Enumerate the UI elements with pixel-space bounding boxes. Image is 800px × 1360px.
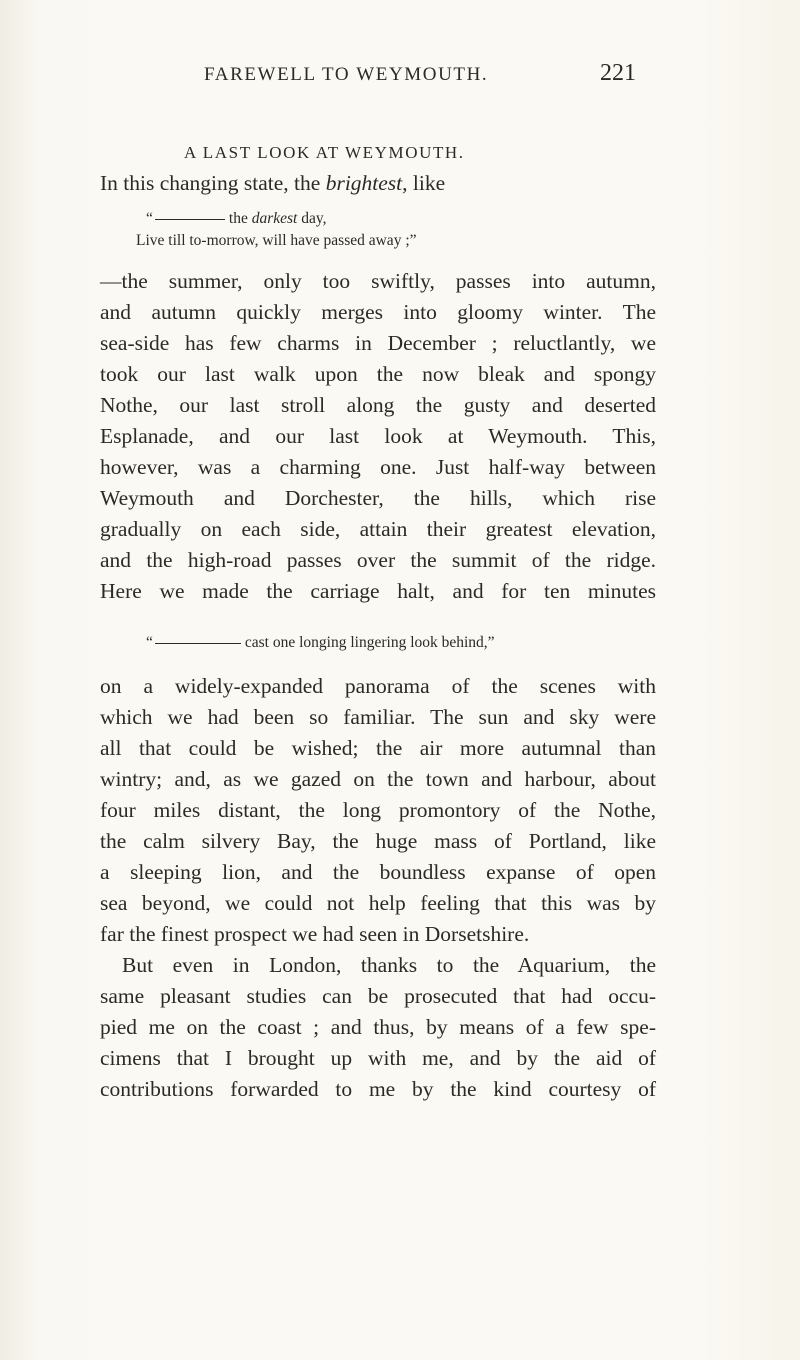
text-line: however, was a charming one. Just half-way between — [100, 455, 656, 479]
running-title: FAREWELL TO WEYMOUTH. — [204, 64, 489, 85]
text-line: Weymouth and Dorchester, the hills, which rise — [100, 486, 656, 510]
text-line: Nothe, our last stroll along the gusty and deserted — [100, 393, 656, 417]
em-rule — [155, 643, 241, 644]
text-line: the calm silvery Bay, the huge mass of Portland, like — [100, 829, 656, 853]
text-line: Here we made the carriage halt, and for ten minutes — [100, 579, 656, 603]
text-line: In this changing state, the brightest, like — [100, 171, 446, 195]
text-line: —the summer, only too swiftly, passes into autumn, — [100, 269, 656, 293]
opening-line — [100, 168, 656, 199]
section-heading: A LAST LOOK AT WEYMOUTH. — [184, 143, 465, 162]
quote-line: “ the darkest day, — [146, 210, 327, 227]
text-line: and the high-road passes over the summit of the ridge. — [100, 548, 656, 572]
text-line: all that could be wished; the air more autumnal than — [100, 736, 656, 760]
quote-line: Live till to-morrow, will have passed away ;” — [136, 232, 417, 249]
text-line: wintry; and, as we gazed on the town and harbour, about — [100, 767, 656, 791]
text-line: contributions forwarded to me by the kind courtesy of — [100, 1077, 656, 1101]
text-line: cimens that I brought up with me, and by the aid of — [100, 1046, 656, 1070]
running-head — [0, 60, 800, 100]
quote-line: “ cast one longing lingering look behind,” — [146, 634, 495, 651]
em-rule — [155, 219, 225, 220]
text-line: four miles distant, the long promontory of the Nothe, — [100, 798, 656, 822]
paragraph-2 — [100, 671, 656, 1105]
text-line: and autumn quickly merges into gloomy winter. The — [100, 300, 656, 324]
paragraph-1 — [100, 266, 656, 607]
verse-quotation-1 — [136, 208, 417, 252]
text-line: sea-side has few charms in December ; reluctlantly, we — [100, 331, 656, 355]
text-line: But even in London, thanks to the Aquarium, the — [122, 953, 656, 977]
text-line: pied me on the coast ; and thus, by means of a few spe- — [100, 1015, 656, 1039]
text-line: on a widely-expanded panorama of the scenes with — [100, 674, 656, 698]
text-line: which we had been so familiar. The sun and sky were — [100, 705, 656, 729]
emphasis: brightest, — [325, 171, 408, 195]
page-number: 221 — [600, 60, 636, 86]
text-line: same pleasant studies can be prosecuted that had occu- — [100, 984, 656, 1008]
text-line: sea beyond, we could not help feeling that this was by — [100, 891, 656, 915]
text-line: took our last walk upon the now bleak and spongy — [100, 362, 656, 386]
text-line: a sleeping lion, and the boundless expanse of open — [100, 860, 656, 884]
text-line: far the finest prospect we had seen in Dorsetshire. — [100, 922, 530, 946]
text-line: Esplanade, and our last look at Weymouth. This, — [100, 424, 656, 448]
verse-quotation-2 — [146, 632, 495, 654]
text-line: gradually on each side, attain their greatest elevation, — [100, 517, 656, 541]
